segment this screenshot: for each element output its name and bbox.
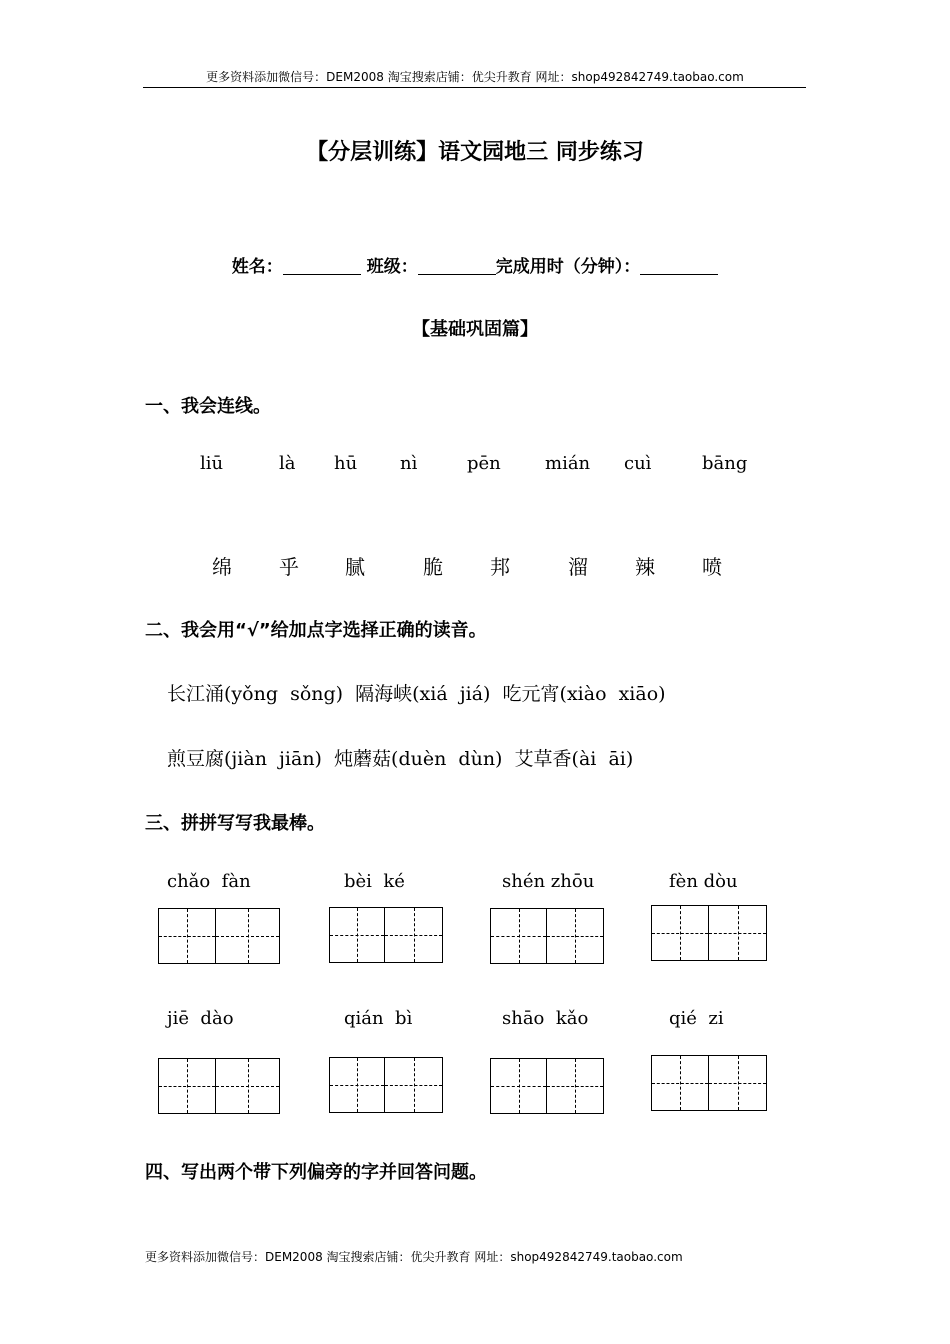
hanzi-item: 辣 [635, 555, 655, 579]
writing-cell[interactable] [490, 908, 547, 964]
page-header: 更多资料添加微信号：DEM2008 淘宝搜索店铺：优尖升教育 网址：shop492842749.taobao.com [206, 70, 744, 84]
student-info [0, 252, 950, 277]
writing-cell[interactable] [216, 908, 280, 964]
pinyin-item: nì [400, 453, 418, 474]
hanzi-item: 乎 [279, 555, 299, 579]
writing-cell[interactable] [329, 907, 385, 963]
pinyin-prompt: shén zhōu [502, 871, 595, 892]
header-divider [143, 87, 806, 88]
writing-cell[interactable] [158, 1058, 216, 1114]
writing-cell[interactable] [547, 908, 604, 964]
writing-cell[interactable] [490, 1058, 547, 1114]
class-label: 班级： [366, 257, 418, 277]
hanzi-item: 脆 [423, 555, 443, 579]
pinyin-item: hū [334, 453, 358, 474]
name-blank[interactable] [283, 256, 361, 275]
hanzi-item: 绵 [212, 555, 232, 579]
pinyin-prompt: shāo kǎo [502, 1008, 589, 1029]
pinyin-prompt: jiē dào [167, 1008, 234, 1029]
pinyin-prompt: qián bì [344, 1008, 413, 1029]
name-label: 姓名： [231, 257, 283, 277]
writing-cell[interactable] [651, 905, 709, 961]
hanzi-item: 腻 [345, 555, 365, 579]
section2-heading: 二、我会用“√”给加点字选择正确的读音。 [145, 620, 487, 641]
pinyin-item: pēn [467, 453, 501, 474]
writing-cell[interactable] [385, 907, 443, 963]
writing-cell[interactable] [547, 1058, 604, 1114]
section3-heading: 三、拼拼写写我最棒。 [145, 813, 325, 834]
pinyin-item: cuì [624, 453, 652, 474]
page-footer: 更多资料添加微信号：DEM2008 淘宝搜索店铺：优尖升教育 网址：shop492842749.taobao.com [145, 1250, 683, 1264]
writing-cell[interactable] [651, 1055, 709, 1111]
writing-cell[interactable] [385, 1057, 443, 1113]
time-label: 完成用时（分钟）： [495, 257, 641, 277]
writing-cell[interactable] [216, 1058, 280, 1114]
hanzi-item: 邦 [490, 555, 510, 579]
pinyin-prompt: fèn dòu [669, 871, 738, 892]
pinyin-item: là [279, 453, 296, 474]
pinyin-item: mián [545, 453, 591, 474]
section-subtitle: 【基础巩固篇】 [412, 319, 538, 340]
reading-choice-line: 长江涌(yǒng sǒng) 隔海峡(xiá jiá) 吃元宵(xiào xiāo) [167, 683, 666, 705]
pinyin-item: bāng [702, 453, 748, 474]
hanzi-item: 喷 [702, 555, 722, 579]
pinyin-prompt: bèi ké [344, 871, 405, 892]
writing-cell[interactable] [709, 1055, 767, 1111]
hanzi-item: 溜 [568, 555, 588, 579]
pinyin-item: liū [200, 453, 224, 474]
section1-heading: 一、我会连线。 [145, 396, 271, 417]
reading-choice-line: 煎豆腐(jiàn jiān) 炖蘑菇(duèn dùn) 艾草香(ài āi) [167, 748, 634, 770]
writing-cell[interactable] [158, 908, 216, 964]
class-blank[interactable] [418, 256, 496, 275]
writing-cell[interactable] [329, 1057, 385, 1113]
writing-cell[interactable] [709, 905, 767, 961]
pinyin-prompt: chǎo fàn [167, 871, 251, 892]
time-blank[interactable] [640, 256, 718, 275]
page-title: 【分层训练】语文园地三 同步练习 [306, 140, 644, 165]
section4-heading: 四、写出两个带下列偏旁的字并回答问题。 [145, 1162, 487, 1183]
pinyin-prompt: qié zi [669, 1008, 724, 1029]
